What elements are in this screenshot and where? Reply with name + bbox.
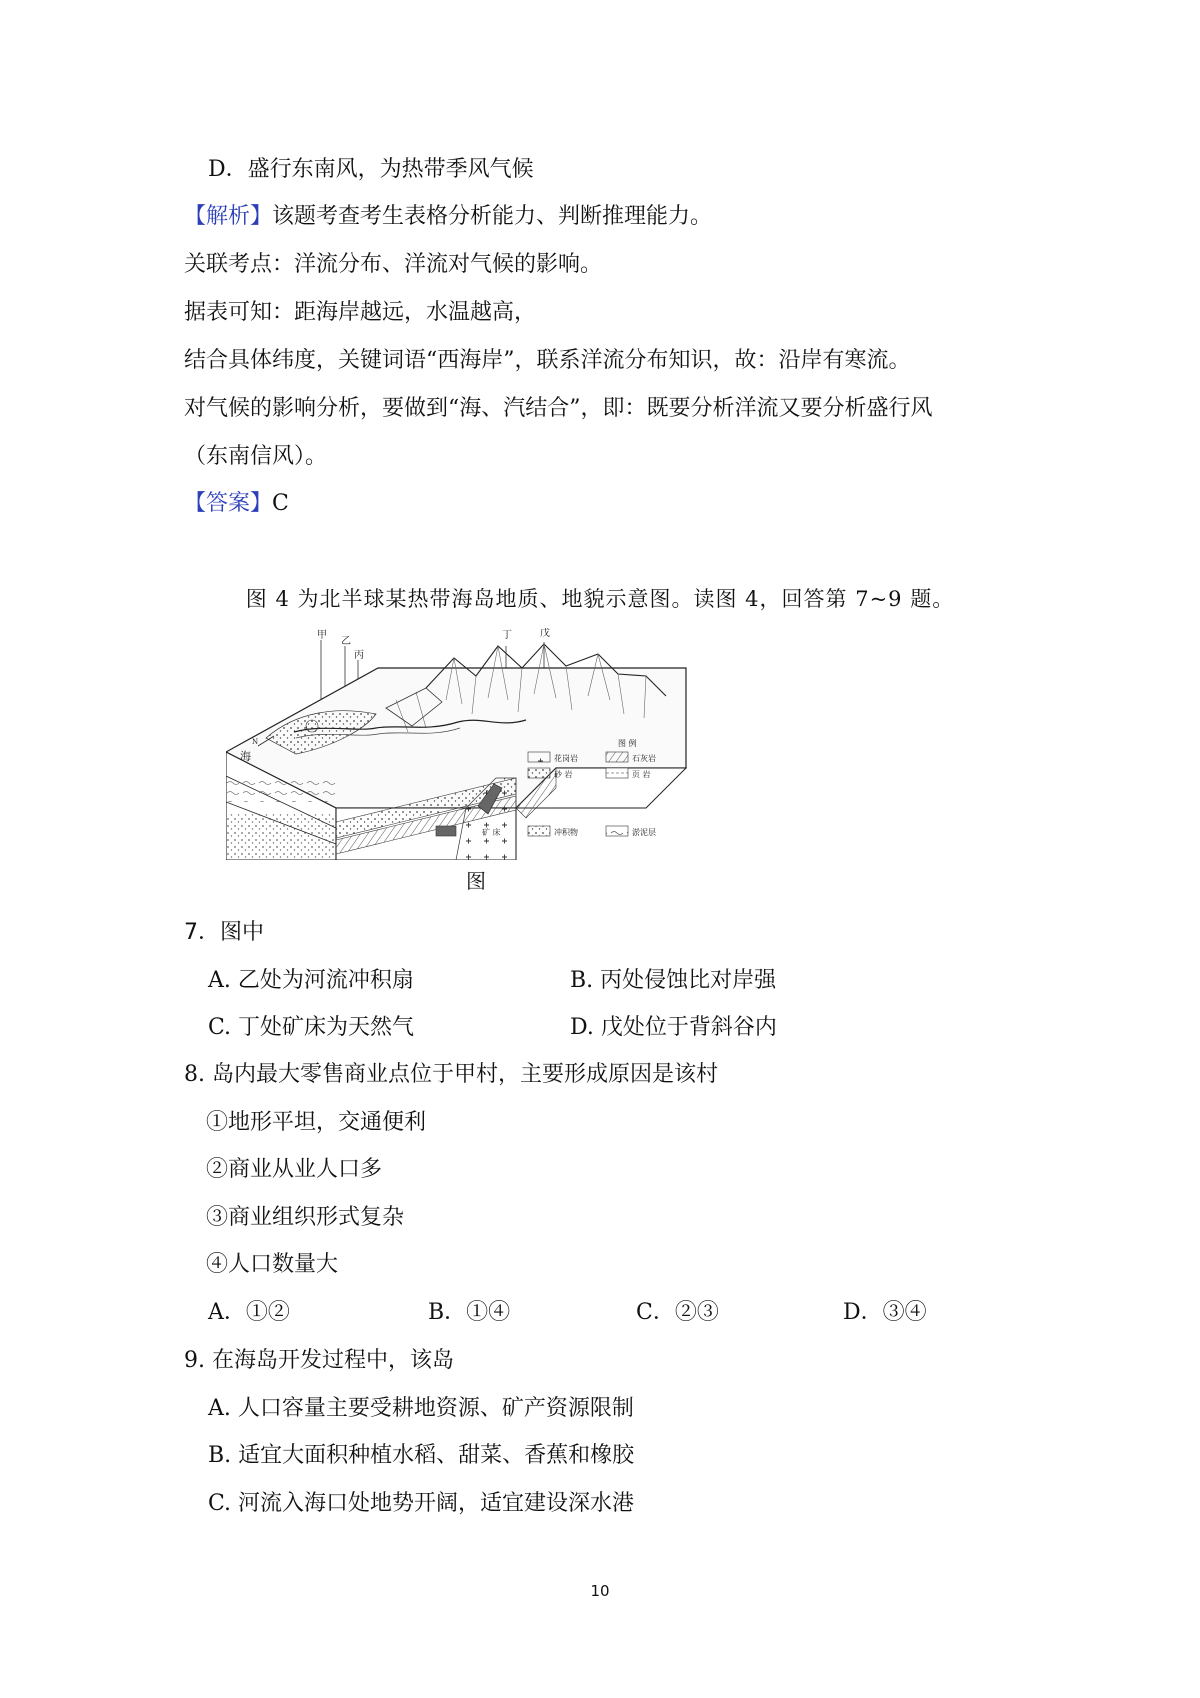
q7-option-d: D. 戊处位于背斜谷内 [570,1015,777,1040]
legend-granite-swatch [528,752,550,762]
marker-wu: 戊 [540,628,550,639]
q9-option-b: B. 适宜大面积种植水稻、甜菜、香蕉和橡胶 [208,1443,635,1468]
answer-value: C [272,491,289,516]
q8-option-c: C．②③ [636,1300,719,1325]
north-label: N [252,738,259,746]
q8-item-4: ④人口数量大 [206,1252,339,1277]
figure-caption: 图 4 为北半球某热带海岛地质、地貌示意图。读图 4，回答第 7~9 题。 [245,587,955,611]
figure-label: 图 [466,869,486,893]
analysis-line-5: 对气候的影响分析，要做到“海、汽结合”，即：既要分析洋流又要分析盛行风 [184,396,933,421]
marker-jia: 甲 [317,630,327,641]
answer-line [184,489,289,519]
legend-limestone-swatch [606,752,628,762]
analysis-line-2: 关联考点：洋流分布、洋流对气候的影响。 [184,252,603,277]
q8-option-a: A．①② [208,1300,290,1325]
analysis-line-4: 结合具体纬度，关键词语“西海岸”，联系洋流分布知识，故：沿岸有寒流。 [184,348,911,373]
analysis-text: 该题考查考生表格分析能力、判断推理能力。 [272,204,713,229]
alluvium-layer [226,814,336,860]
marker-bing: 丙 [354,650,364,661]
legend-alluvium-swatch [528,826,550,836]
sea-label: 海 [240,750,251,763]
q7-option-b: B. 丙处侵蚀比对岸强 [570,968,777,993]
marker-yi: 乙 [341,636,351,647]
legend-ore-swatch [436,826,456,836]
legend-alluvium: 冲积物 [554,828,578,837]
legend-sandstone-swatch [528,768,550,778]
legend-granite: 花岗岩 [554,754,578,763]
q9-stem: 9. 在海岛开发过程中，该岛 [184,1348,454,1373]
legend-silt: 淤泥层 [632,828,656,837]
analysis-line-1 [184,202,712,232]
page-number: 10 [590,1582,610,1600]
legend-ore: 矿 床 [482,828,501,837]
analysis-line-3: 据表可知：距海岸越远，水温越高， [184,300,537,325]
q8-option-d: D．③④ [843,1300,927,1325]
answer-tag: 【答案】 [184,491,273,516]
q7-stem: 7．图中 [184,920,264,945]
legend-shale: 页 岩 [632,770,651,779]
village-jia-icon [306,720,318,732]
silt-layer [226,778,336,802]
q8-item-2: ②商业从业人口多 [206,1157,383,1182]
q7-option-a: A. 乙处为河流冲积扇 [208,968,414,993]
q6-option-d: D．盛行东南风，为热带季风气候 [208,157,534,182]
q7-option-c: C. 丁处矿床为天然气 [208,1015,415,1040]
legend-title: 图 例 [618,739,637,748]
q8-item-1: ①地形平坦，交通便利 [206,1110,427,1135]
q9-option-a: A. 人口容量主要受耕地资源、矿产资源限制 [208,1396,634,1421]
geology-block-diagram [226,628,716,860]
q8-stem: 8. 岛内最大零售商业点位于甲村，主要形成原因是该村 [184,1062,718,1087]
marker-ding: 丁 [502,630,512,641]
q8-item-3: ③商业组织形式复杂 [206,1205,405,1230]
legend-silt-swatch [606,826,628,836]
analysis-tag: 【解析】 [184,204,273,229]
q8-option-b: B．①④ [428,1300,511,1325]
analysis-line-6: （东南信风）。 [184,444,328,469]
q9-option-c: C. 河流入海口处地势开阔，适宜建设深水港 [208,1491,635,1516]
legend-sandstone: 砂 岩 [554,770,573,779]
legend-limestone: 石灰岩 [632,754,656,763]
